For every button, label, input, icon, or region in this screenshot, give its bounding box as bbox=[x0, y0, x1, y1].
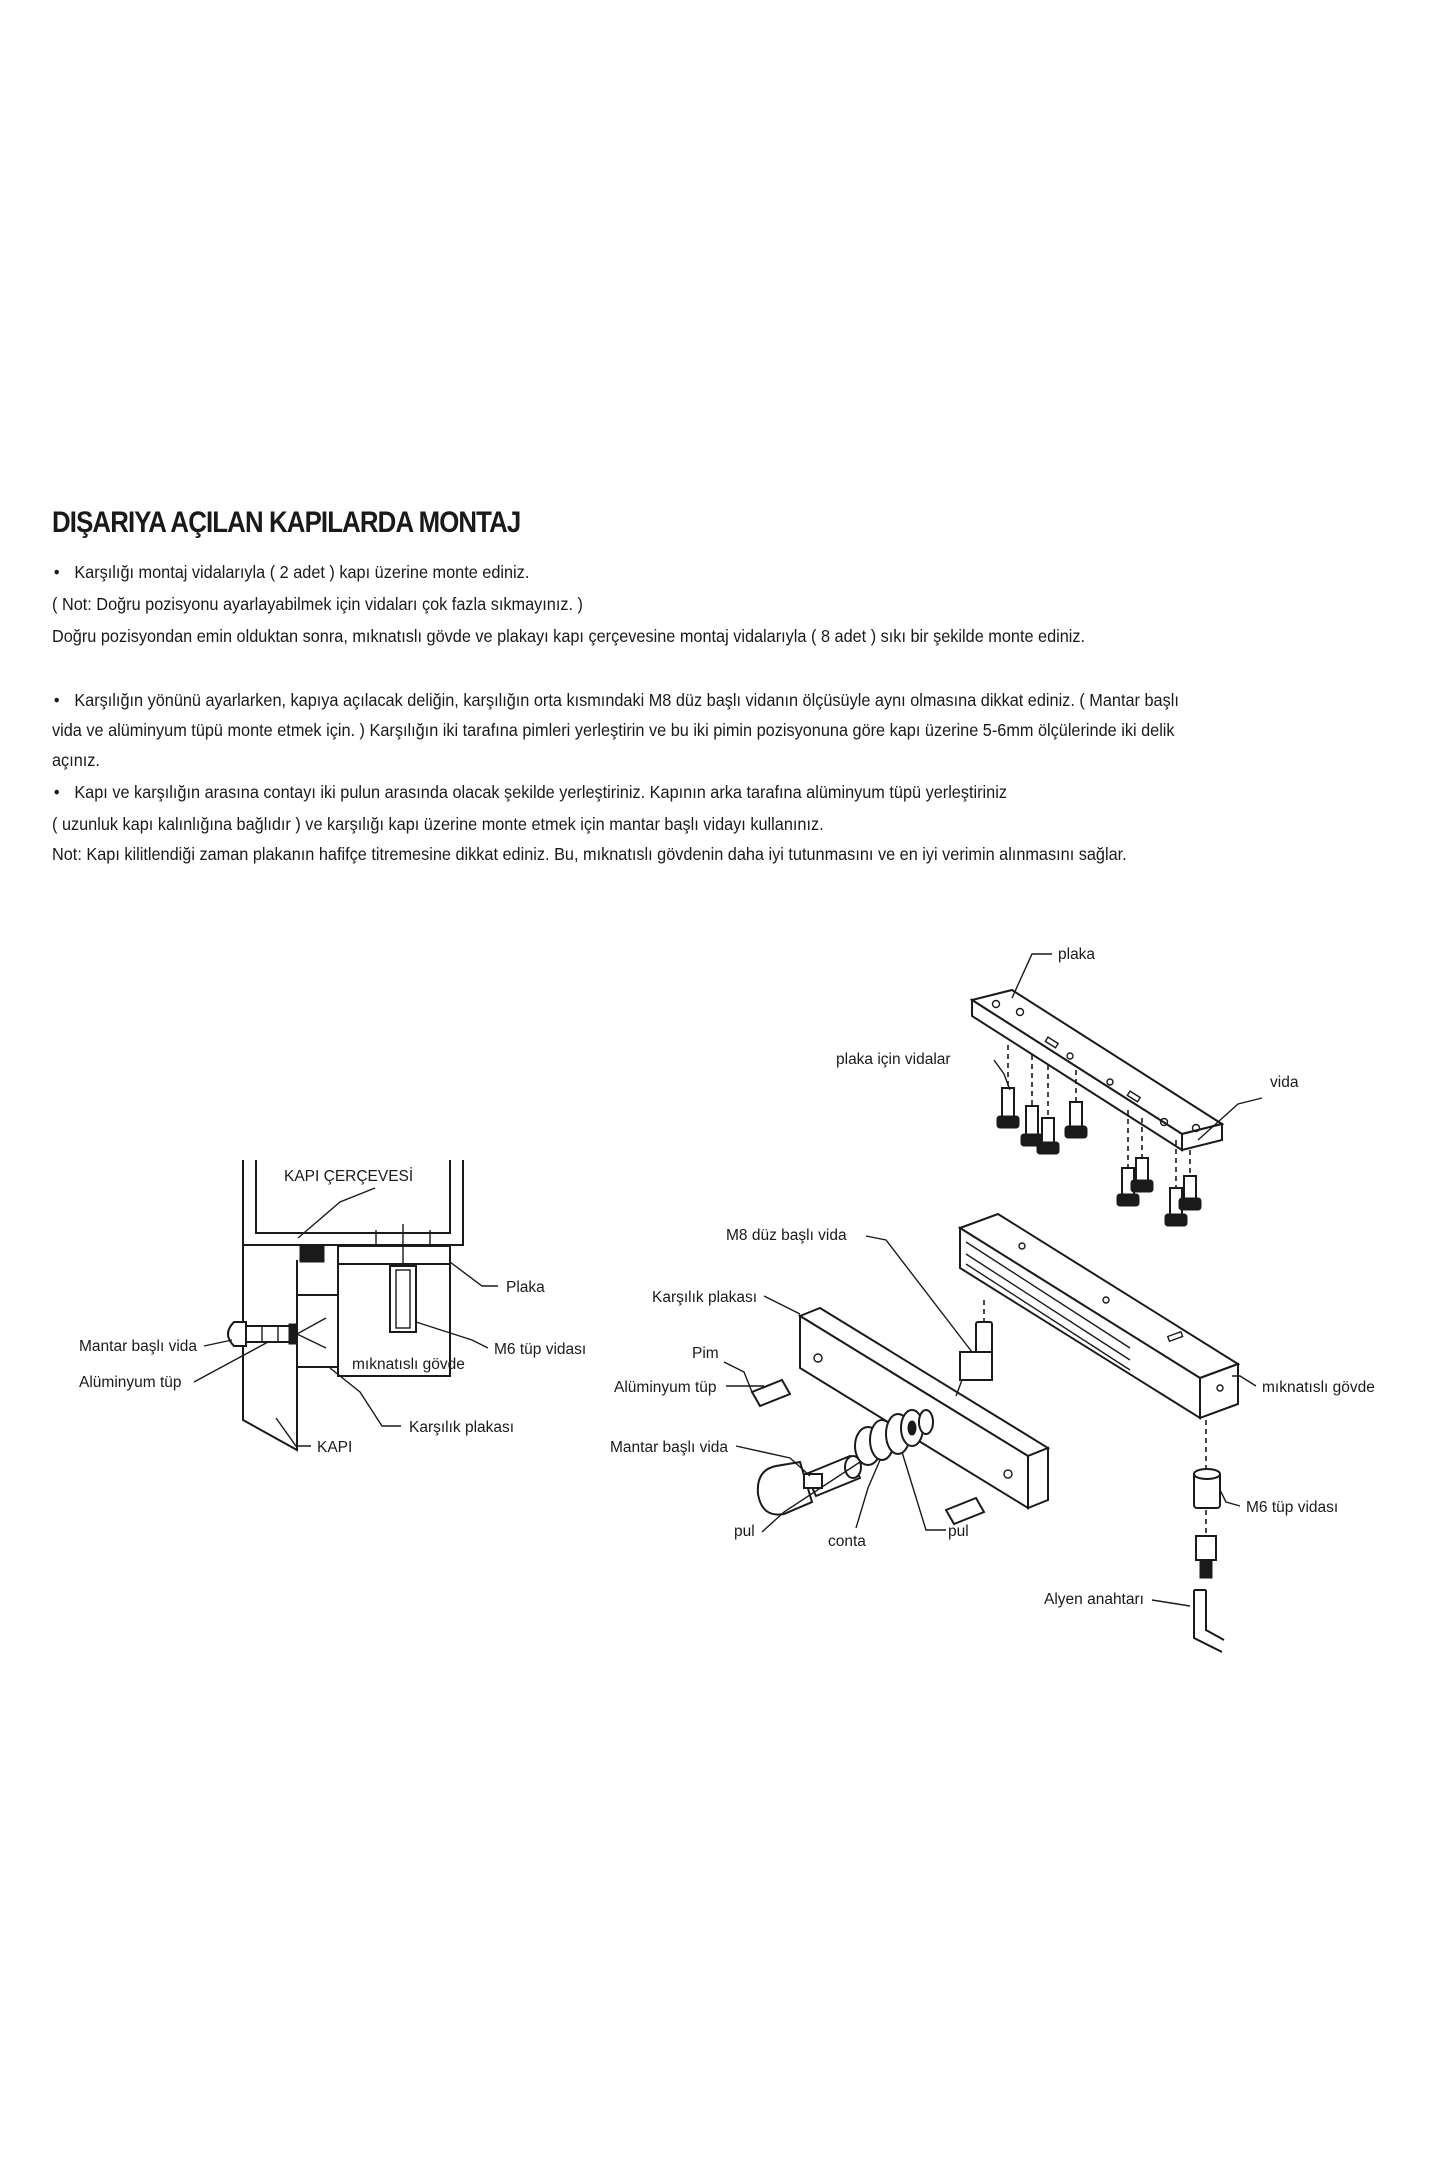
instruction-text: Karşılığı montaj vidalarıyla ( 2 adet ) kapı üzerine monte ediniz. bbox=[74, 562, 530, 582]
label-m6-screw: M6 tüp vidası bbox=[494, 1341, 587, 1358]
label-pul-right: pul bbox=[948, 1523, 969, 1540]
label-mushroom-screw: Mantar başlı vida bbox=[79, 1338, 198, 1355]
label-door: KAPI bbox=[317, 1439, 353, 1456]
label-pim: Pim bbox=[692, 1345, 719, 1362]
label-plate: Plaka bbox=[506, 1279, 545, 1296]
label-allen-key: Alyen anahtarı bbox=[1044, 1591, 1144, 1608]
label-magnet-body-right: mıknatıslı gövde bbox=[1262, 1379, 1375, 1396]
label-aluminum-tube-right: Alüminyum tüp bbox=[614, 1379, 717, 1396]
label-plaka: plaka bbox=[1058, 946, 1096, 963]
label-armature-plate: Karşılık plakası bbox=[652, 1289, 758, 1306]
label-conta: conta bbox=[828, 1533, 866, 1550]
instruction-note: ( Not: Doğru pozisyonu ayarlayabilmek için vidaları çok fazla sıkmayınız. ) bbox=[52, 594, 583, 614]
instruction-2: Doğru pozisyondan emin olduktan sonra, mıknatıslı gövde ve plakayı kapı çerçevesine montaj vidalarıyla ( 8 adet ) sıkı bir şekilde monte ediniz. bbox=[52, 626, 1086, 646]
exploded-view-diagram bbox=[752, 990, 1238, 1652]
label-m6-screw-right: M6 tüp vidası bbox=[1246, 1499, 1339, 1516]
cross-section-diagram bbox=[228, 1160, 463, 1450]
instruction-text: Kapı ve karşılığın arasına contayı iki pulun arasında olacak şekilde yerleştiriniz. Kapının arka tarafına alüminyum tüpü yerleştiriniz bbox=[74, 782, 1007, 802]
instruction-3c: açınız. bbox=[52, 750, 100, 770]
instruction-3b: vida ve alüminyum tüpü monte etmek için. ) Karşılığın iki tarafına pimleri yerleştirin ve bu iki pimin pozisyonuna göre kapı üzerine 5-6mm ölçülerinde iki delik bbox=[52, 720, 1175, 740]
label-armature-plate: Karşılık plakası bbox=[409, 1419, 515, 1436]
label-vida: vida bbox=[1270, 1074, 1299, 1091]
label-plate-screws: plaka için vidalar bbox=[836, 1051, 951, 1068]
instruction-note-2: Not: Kapı kilitlendiği zaman plakanın hafifçe titremesine dikkat ediniz. Bu, mıknatıslı gövdenin daha iyi tutunmasını ve en iyi verimin alınmasını sağlar. bbox=[52, 844, 1127, 864]
instruction-text: Karşılığın yönünü ayarlarken, kapıya açılacak deliğin, karşılığın orta kısmındaki M8 düz başlı vidanın ölçüsüyle aynı olmasına dikkat ediniz. ( Mantar başlı bbox=[74, 690, 1179, 710]
page-title: DIŞARIYA AÇILAN KAPILARDA MONTAJ bbox=[52, 506, 521, 539]
label-door-frame: KAPI ÇERÇEVESİ bbox=[284, 1168, 414, 1185]
label-aluminum-tube: Alüminyum tüp bbox=[79, 1374, 182, 1391]
instruction-4b: ( uzunluk kapı kalınlığına bağlıdır ) ve karşılığı kapı üzerine monte etmek için mantar başlı vidayı kullanınız. bbox=[52, 814, 824, 834]
label-mushroom-screw-right: Mantar başlı vida bbox=[610, 1439, 729, 1456]
label-pul-left: pul bbox=[734, 1523, 755, 1540]
label-m8-screw: M8 düz başlı vida bbox=[726, 1227, 847, 1244]
label-magnet-body: mıknatıslı gövde bbox=[352, 1356, 465, 1373]
